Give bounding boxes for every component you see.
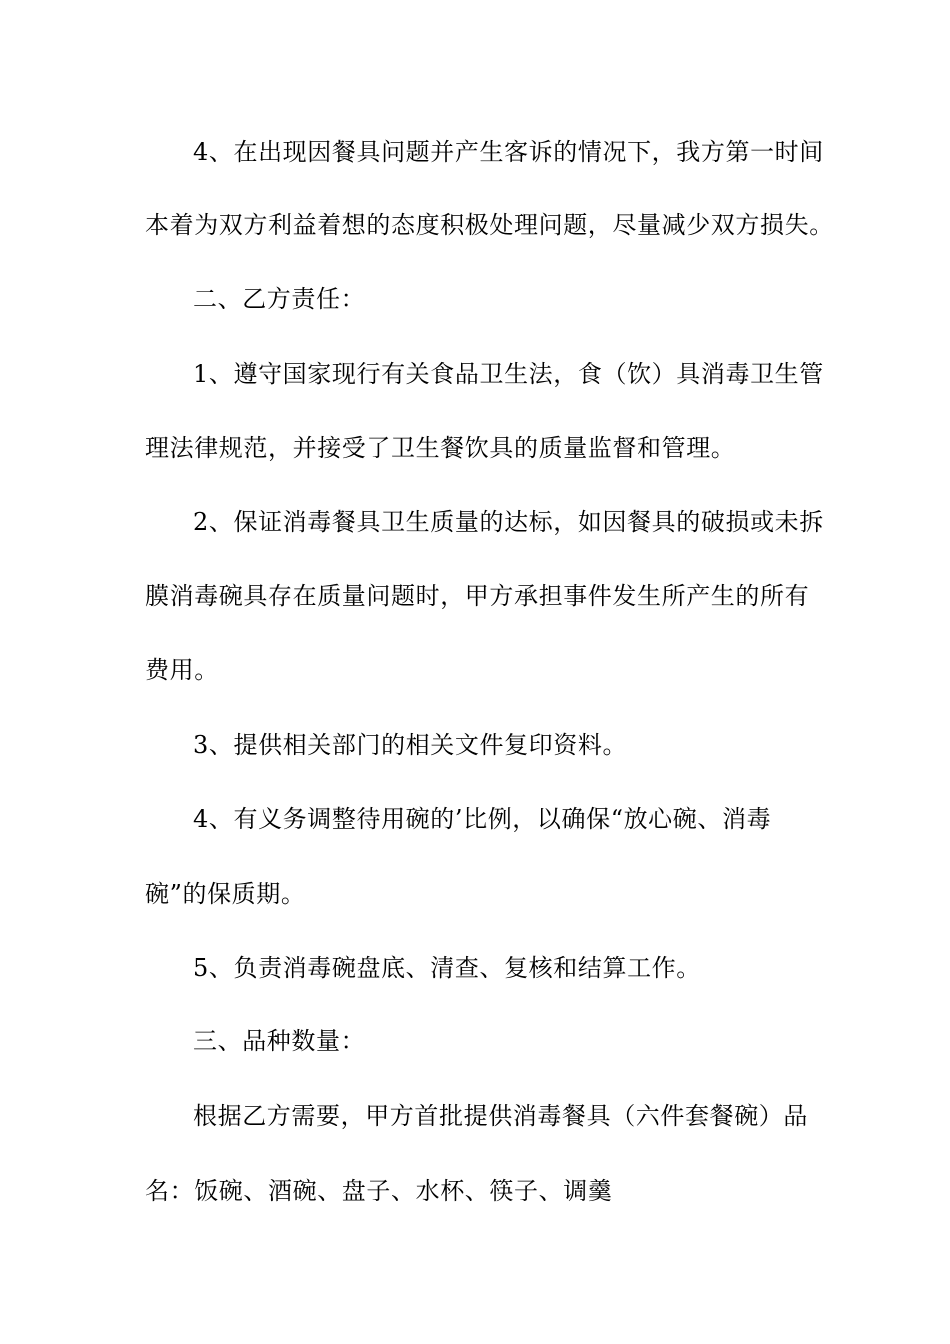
paragraph-line: 理法律规范，并接受了卫生餐饮具的质量监督和管理。 [145, 434, 736, 462]
section-heading: 二、乙方责任： [193, 285, 366, 313]
paragraph-line: 碗”的保质期。 [145, 880, 306, 908]
paragraph-line: 3、提供相关部门的相关文件复印资料。 [193, 731, 628, 759]
paragraph-line: 费用。 [145, 656, 219, 684]
paragraph-line: 5、负责消毒碗盘底、清查、复核和结算工作。 [193, 954, 701, 982]
paragraph-line: 2、保证消毒餐具卫生质量的达标，如因餐具的破损或未拆 [193, 508, 824, 536]
paragraph-line: 4、在出现因餐具问题并产生客诉的情况下，我方第一时间 [193, 138, 824, 166]
paragraph-line: 名：饭碗、酒碗、盘子、水杯、筷子、调羹 [145, 1177, 613, 1205]
paragraph-line: 本着为双方利益着想的态度积极处理问题，尽量减少双方损失。 [145, 211, 834, 239]
paragraph-line: 4、有义务调整待用碗的’比例，以确保“放心碗、消毒 [193, 805, 772, 833]
section-heading: 三、品种数量： [193, 1027, 366, 1055]
paragraph-line: 1、遵守国家现行有关食品卫生法，食（饮）具消毒卫生管 [193, 360, 824, 388]
paragraph-line: 根据乙方需要，甲方首批提供消毒餐具（六件套餐碗）品 [193, 1102, 808, 1130]
paragraph-line: 膜消毒碗具存在质量问题时，甲方承担事件发生所产生的所有 [145, 582, 810, 610]
